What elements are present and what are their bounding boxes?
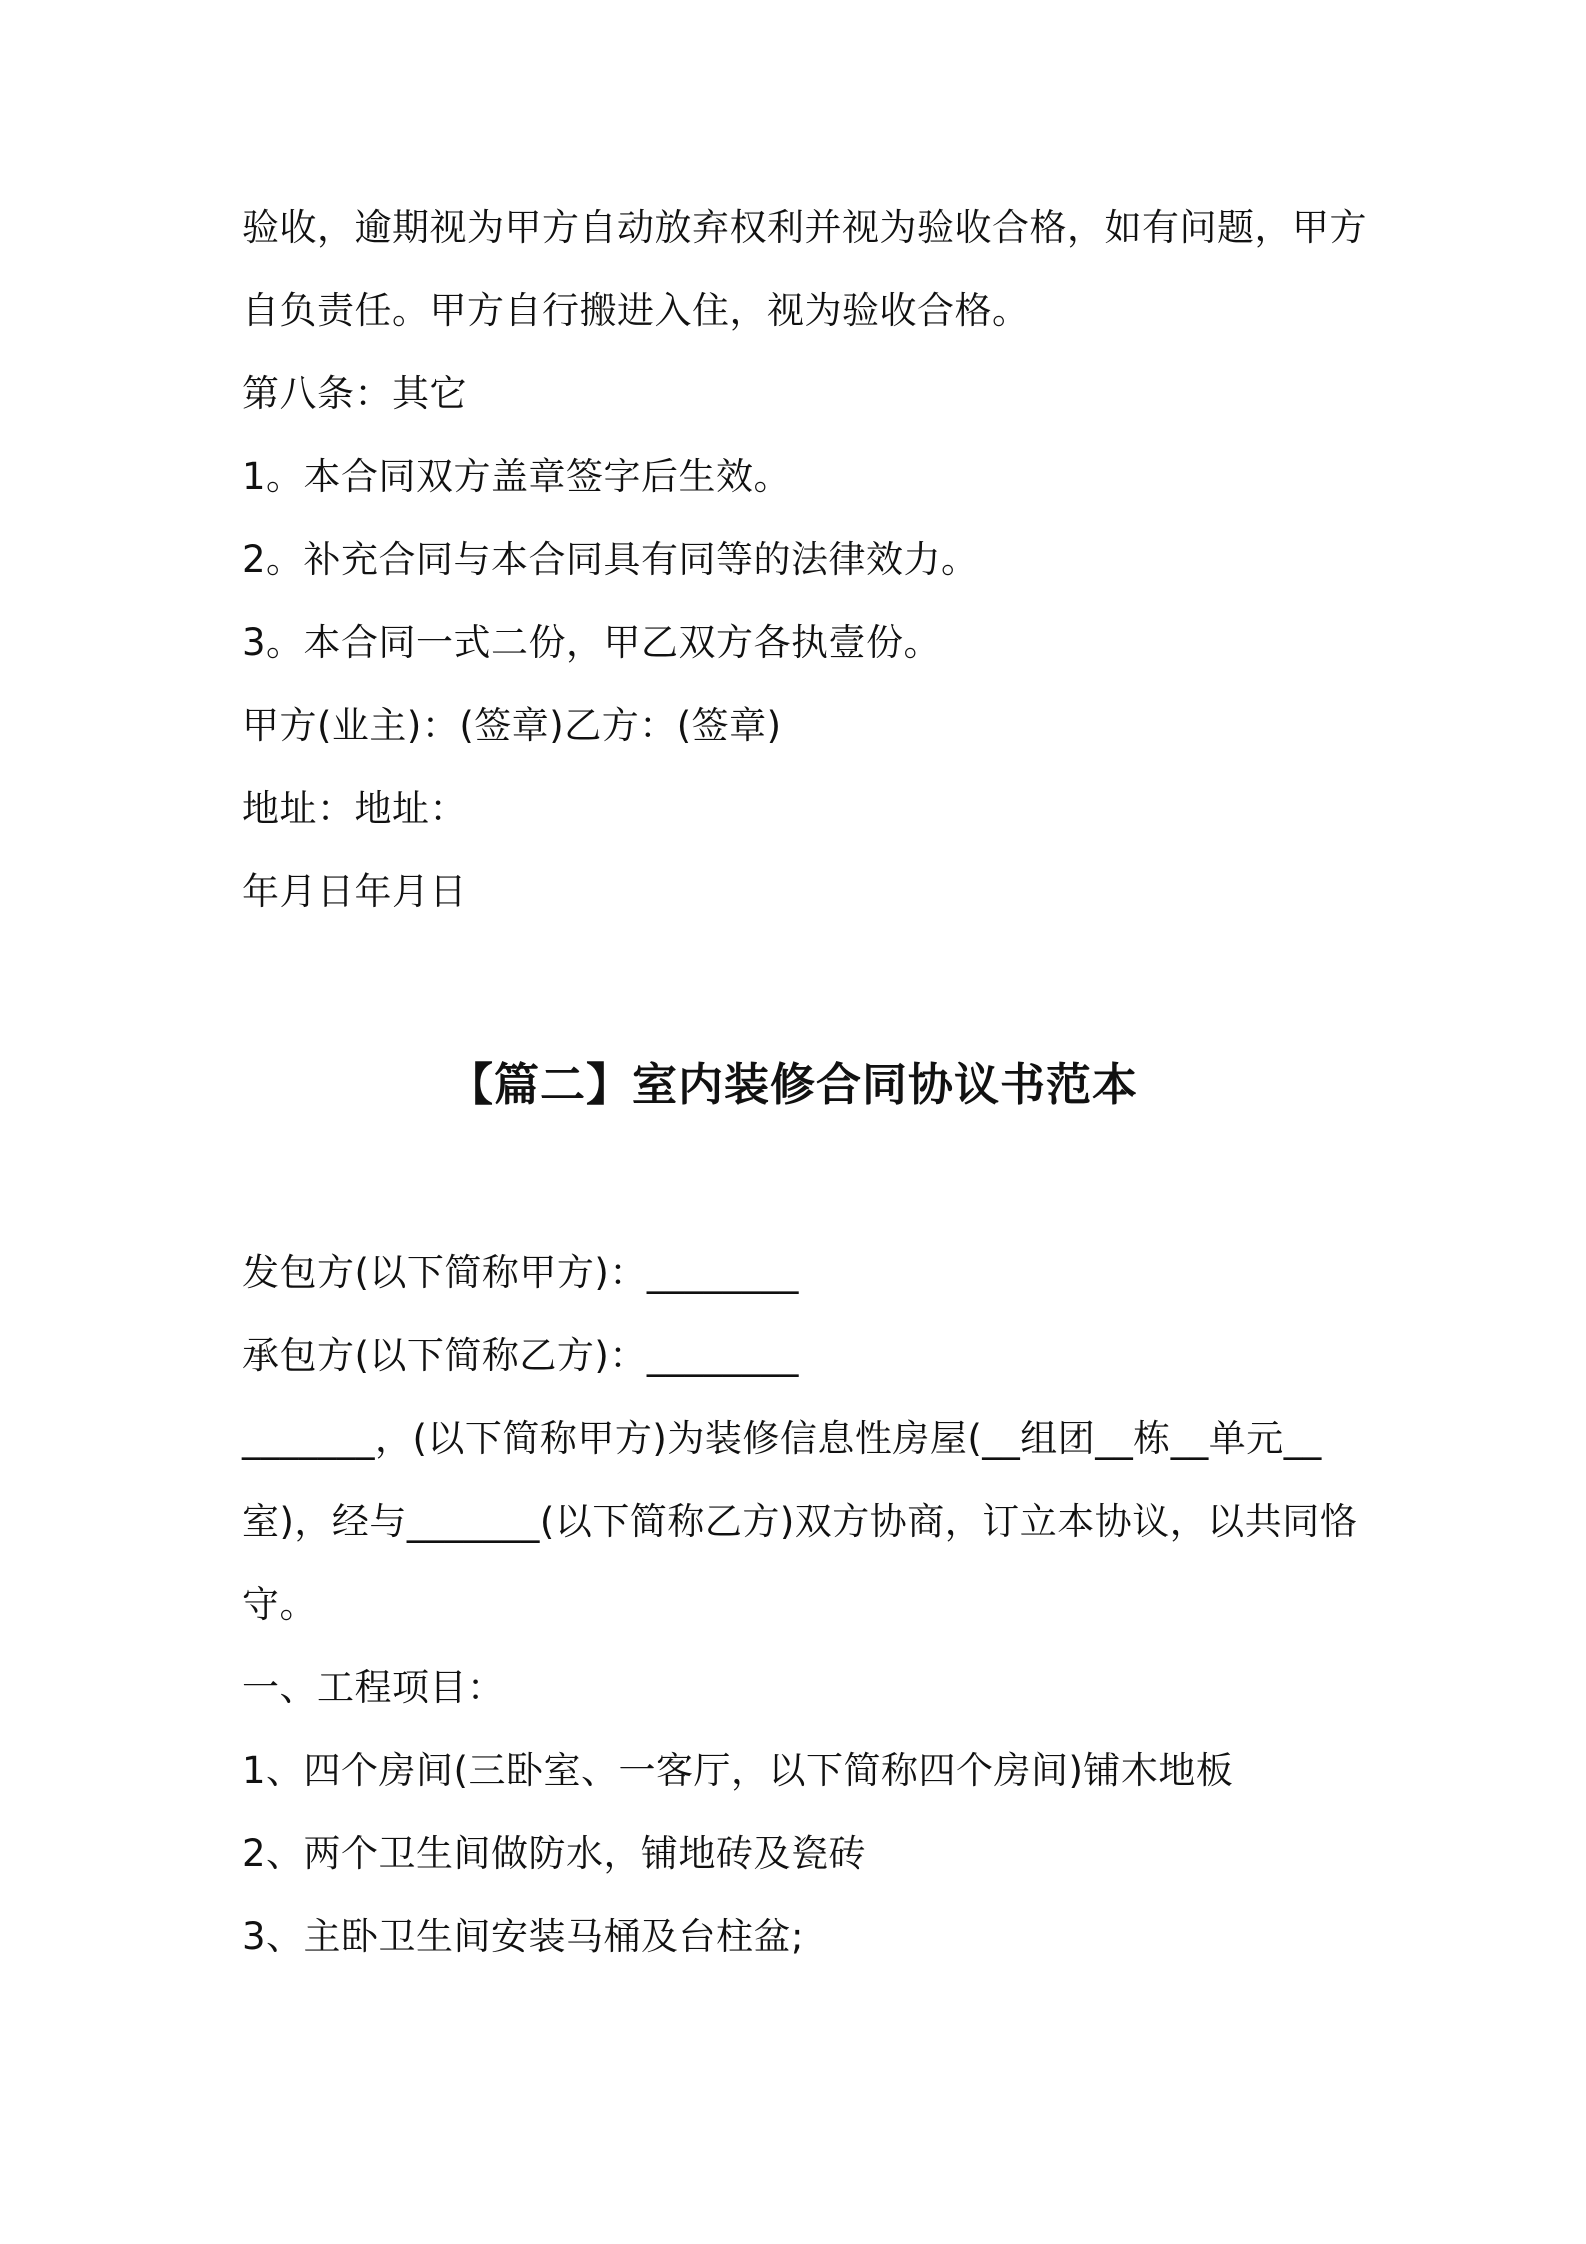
acceptance-text-line-1: 验收，逾期视为甲方自动放弃权利并视为验收合格，如有问题，甲方 (242, 206, 1367, 249)
project-item-1: 1、四个房间(三卧室、一客厅，以下简称四个房间)铺木地板 (242, 1749, 1234, 1792)
clause-3: 3。本合同一式二份，甲乙双方各执壹份。 (242, 621, 942, 664)
preamble-line-2: 室)，经与_______(以下简称乙方)双方协商，订立本协议，以共同恪 (242, 1500, 1358, 1543)
section-two-heading: 【篇二】室内装修合同协议书范本 (447, 1058, 1138, 1111)
party-a-line: 发包方(以下简称甲方)：________ (242, 1251, 799, 1294)
article-8-title: 第八条：其它 (242, 372, 467, 415)
project-item-3: 3、主卧卫生间安装马桶及台柱盆; (242, 1915, 805, 1958)
date-line: 年月日年月日 (242, 870, 467, 913)
preamble-line-1: _______，(以下简称甲方)为装修信息性房屋(__组团__栋__单元__ (242, 1417, 1322, 1460)
signature-line: 甲方(业主)：(签章)乙方：(签章) (242, 704, 782, 747)
party-b-line: 承包方(以下简称乙方)：________ (242, 1334, 799, 1377)
clause-1: 1。本合同双方盖章签字后生效。 (242, 455, 792, 498)
preamble-line-3: 守。 (242, 1583, 317, 1626)
project-title: 一、工程项目： (242, 1666, 505, 1709)
clause-2: 2。补充合同与本合同具有同等的法律效力。 (242, 538, 979, 581)
project-item-2: 2、两个卫生间做防水，铺地砖及瓷砖 (242, 1832, 867, 1875)
acceptance-text-line-2: 自负责任。甲方自行搬进入住，视为验收合格。 (242, 289, 1030, 332)
address-line: 地址：地址： (242, 787, 467, 830)
